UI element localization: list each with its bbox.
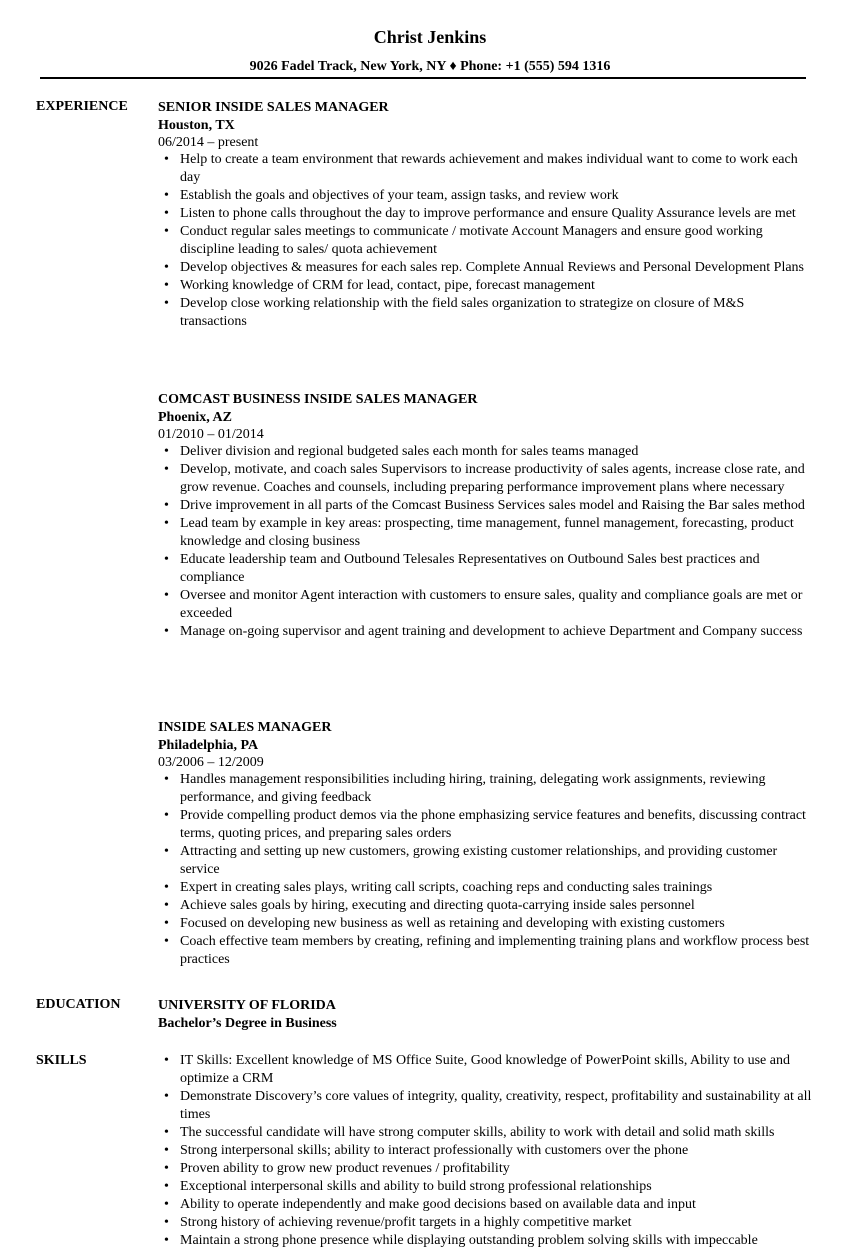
- list-item: • Oversee and monitor Agent interaction with customers to ensure sales, quality and compliance goals are met or exceeded: [158, 587, 814, 623]
- list-item: • Maintain a strong phone presence while displaying outstanding problem solving skills with impeccable: [158, 1232, 814, 1250]
- list-item: • Develop close working relationship with the field sales organization to strategize on closure of M&S transactions: [158, 295, 814, 331]
- job-location: Houston, TX: [158, 118, 235, 133]
- list-item: • Develop, motivate, and coach sales Supervisors to increase productivity of sales agents, increase close rate, and grow revenue. Coaches and counsels, including preparing performance improvement plans where necessary: [158, 461, 814, 497]
- list-item: • The successful candidate will have strong computer skills, ability to work with detail and solid math skills: [158, 1124, 814, 1142]
- education-heading: EDUCATION: [36, 997, 121, 1012]
- skills-list: [158, 1052, 814, 1250]
- list-item: • Focused on developing new business as well as retaining and developing with existing customers: [158, 915, 814, 933]
- school-name: UNIVERSITY OF FLORIDA: [158, 998, 336, 1013]
- skills-heading: SKILLS: [36, 1053, 87, 1068]
- list-item: • Proven ability to grow new product revenues / profitability: [158, 1160, 814, 1178]
- job-bullets: [158, 443, 814, 641]
- list-item: • Develop objectives & measures for each sales rep. Complete Annual Reviews and Personal Development Plans: [158, 259, 814, 277]
- job-entry: [158, 99, 814, 331]
- job-dates: 03/2006 – 12/2009: [158, 755, 264, 770]
- list-item: • Drive improvement in all parts of the Comcast Business Services sales model and Raising the Bar sales method: [158, 497, 814, 515]
- list-item: • Lead team by example in key areas: prospecting, time management, funnel management, forecasting, product knowledge and closing business: [158, 515, 814, 551]
- job-dates: 06/2014 – present: [158, 135, 259, 150]
- list-item: • Expert in creating sales plays, writing call scripts, coaching reps and conducting sales trainings: [158, 879, 814, 897]
- skills-section: [158, 1052, 814, 1250]
- list-item: • Demonstrate Discovery’s core values of integrity, quality, creativity, respect, profitability and sustainability at all times: [158, 1088, 814, 1124]
- contact-line: 9026 Fadel Track, New York, NY ♦ Phone: +1 (555) 594 1316: [249, 59, 611, 74]
- job-location: Philadelphia, PA: [158, 738, 259, 753]
- degree: Bachelor’s Degree in Business: [158, 1016, 337, 1031]
- list-item: • Establish the goals and objectives of your team, assign tasks, and review work: [158, 187, 814, 205]
- job-entry: [158, 391, 814, 641]
- list-item: • Strong history of achieving revenue/profit targets in a highly competitive market: [158, 1214, 814, 1232]
- job-entry: [158, 719, 814, 969]
- education-section: [158, 997, 814, 1033]
- job-bullets: [158, 151, 814, 331]
- list-item: • Handles management responsibilities including hiring, training, delegating work assignments, reviewing performance, and giving feedback: [158, 771, 814, 807]
- list-item: • Conduct regular sales meetings to communicate / motivate Account Managers and ensure good working discipline leading to sales/ quota achievement: [158, 223, 814, 259]
- job-location: Phoenix, AZ: [158, 410, 232, 425]
- candidate-name: Christ Jenkins: [373, 27, 487, 47]
- list-item: • IT Skills: Excellent knowledge of MS Office Suite, Good knowledge of PowerPoint skills, Ability to use and optimize a CRM: [158, 1052, 814, 1088]
- header-divider: [40, 77, 806, 79]
- list-item: • Deliver division and regional budgeted sales each month for sales teams managed: [158, 443, 814, 461]
- list-item: • Ability to operate independently and make good decisions based on available data and input: [158, 1196, 814, 1214]
- list-item: • Exceptional interpersonal skills and ability to build strong professional relationships: [158, 1178, 814, 1196]
- list-item: • Coach effective team members by creating, refining and implementing training plans and workflow process best practices: [158, 933, 814, 969]
- list-item: • Help to create a team environment that rewards achievement and makes individual want to come to work each day: [158, 151, 814, 187]
- list-item: • Manage on-going supervisor and agent training and development to achieve Department and Company success: [158, 623, 814, 641]
- job-title: SENIOR INSIDE SALES MANAGER: [158, 100, 389, 115]
- experience-section: [158, 99, 814, 331]
- job-title: INSIDE SALES MANAGER: [158, 720, 332, 735]
- list-item: • Listen to phone calls throughout the day to improve performance and ensure Quality Assurance levels are met: [158, 205, 814, 223]
- list-item: • Strong interpersonal skills; ability to interact professionally with customers over the phone: [158, 1142, 814, 1160]
- job-dates: 01/2010 – 01/2014: [158, 427, 264, 442]
- list-item: • Educate leadership team and Outbound Telesales Representatives on Outbound Sales best practices and compliance: [158, 551, 814, 587]
- list-item: • Provide compelling product demos via the phone emphasizing service features and benefits, discussing contract terms, quoting prices, and preparing sales orders: [158, 807, 814, 843]
- list-item: • Attracting and setting up new customers, growing existing customer relationships, and providing customer service: [158, 843, 814, 879]
- job-title: COMCAST BUSINESS INSIDE SALES MANAGER: [158, 392, 478, 407]
- list-item: • Working knowledge of CRM for lead, contact, pipe, forecast management: [158, 277, 814, 295]
- list-item: • Achieve sales goals by hiring, executing and directing quota-carrying inside sales personnel: [158, 897, 814, 915]
- job-bullets: [158, 771, 814, 969]
- experience-heading: EXPERIENCE: [36, 99, 128, 114]
